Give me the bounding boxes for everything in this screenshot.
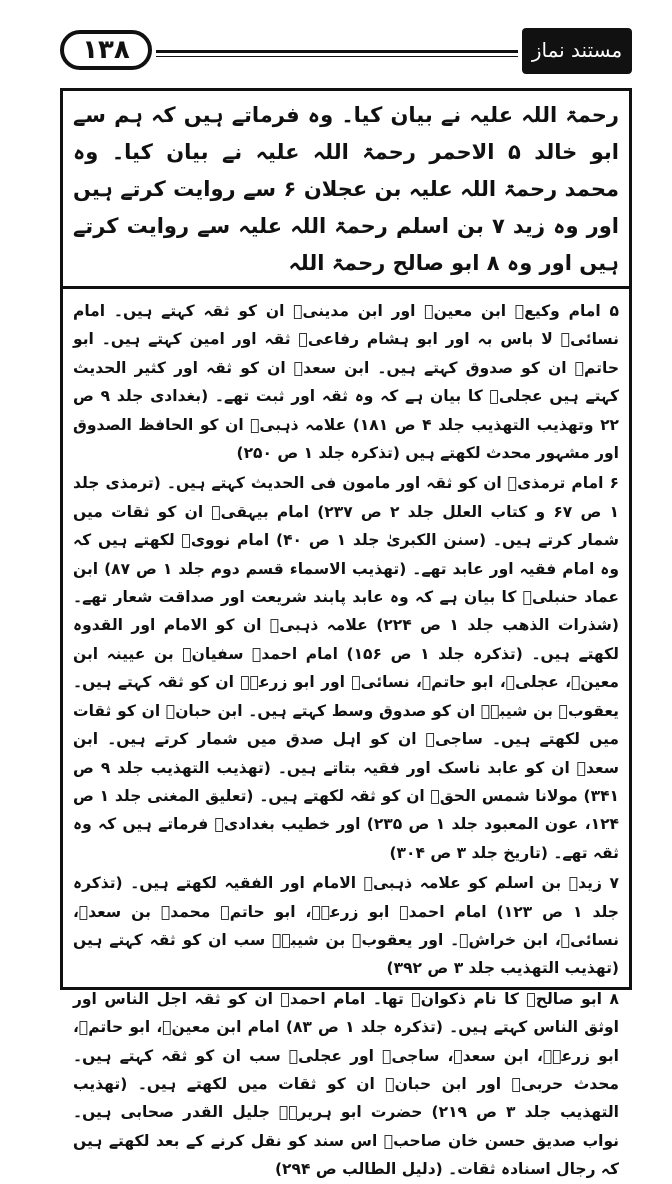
header-rule-thin [156,56,518,57]
footnote-6: ۶ امام ترمذیؒ ان کو ثقہ اور مامون فی الحدیث کہتے ہیں۔ (ترمذی جلد ۱ ص ۶۷ و کتاب العلل جلد ۲ ص ۲۳۷) امام بیہقیؒ ان کو ثقات میں شمار کرتے ہیں۔ (سنن الکبریٰ جلد ۱ ص ۴۰) امام نوویؒ لکھتے ہیں کہ وہ امام فقیہ اور عابد تھے۔ (تھذیب الاسماء قسم دوم جلد ۱ ص ۸۷) ابن عماد حنبلیؒ کا بیان ہے کہ وہ عابد پابند شریعت اور صداقت شعار تھے۔ (شذرات الذھب جلد ۱ ص ۲۲۴) علامہ ذہبیؒ ان کو الامام اور القدوہ لکھتے ہیں۔ (تذکرہ جلد ۱ ص ۱۵۶) امام احمدؒ سفیانؒ بن عیینہ ابن معینؒ، عجلیؒ، ابو حاتمؒ، نسائیؒ اور ابو زرعہؒ ان کو ثقہ کہتے ہیں۔ یعقوبؒ بن شیبہؒ ان کو صدوق وسط کہتے ہیں۔ ابن حبانؒ ان کو ثقات میں لکھتے ہیں۔ ساجیؒ ان کو اہل صدق میں شمار کرتے ہیں۔ ابن سعدؒ ان کو عابد ناسک اور فقیہ بتاتے ہیں۔ (تھذیب التھذیب جلد ۹ ص ۳۴۱) مولانا شمس الحقؒ ان کو ثقہ لکھتے ہیں۔ (تعلیق المغنی جلد ۱ ص ۱۲۴، عون المعبود جلد ۱ ص ۲۳۵) اور خطیب بغدادیؒ فرماتے ہیں کہ وہ ثقہ تھے۔ (تاریخ جلد ۳ ص ۳۰۴) [73,474,620,862]
page-frame [60,88,632,1179]
footnote-8: ۸ ابو صالحؒ کا نام ذکوانؒ تھا۔ امام احمدؒ ان کو ثقہ اجل الناس اور اوثق الناس کہتے ہیں۔ (تذکرہ جلد ۱ ص ۸۳) امام ابن معینؒ، ابو حاتمؒ، ابو زرعہؒ، ابن سعدؒ، ساجیؒ اور عجلیؒ سب ان کو ثقہ کہتے ہیں۔ محدث حربیؒ اور ابن حبانؒ ان کو ثقات میں لکھتے ہیں۔ (تھذیب التھذیب جلد ۳ ص ۲۱۹) حضرت ابو ہریرہؓ جلیل القدر صحابی ہیں۔ نواب صدیق حسن خان صاحبؒ اس سند کو نقل کرنے کے بعد لکھتے ہیں کہ رجال اسنادہ ثقات۔ (دلیل الطالب ص ۲۹۴) [73,989,619,1179]
footnote-separator [63,286,629,289]
header-rule [156,50,518,53]
lead-paragraph: رحمۃ اللہ علیہ نے بیان کیا۔ وہ فرماتے ہیں کہ ہم سے ابو خالد ۵ الاحمر رحمۃ اللہ علیہ نے بیان کیا۔ وہ محمد رحمۃ اللہ علیہ بن عجلان ۶ سے روایت کرتے ہیں اور وہ زید ۷ بن اسلم رحمۃ اللہ علیہ سے روایت کرتے ہیں اور وہ ۸ ابو صالح رحمۃ اللہ [73,103,619,275]
page-number: ۱۳۸ [60,30,152,70]
page-header [60,28,632,106]
footnote-7: ۷ زیدؒ بن اسلم کو علامہ ذہبیؒ الامام اور الفقیہ لکھتے ہیں۔ (تذکرہ جلد ۱ ص ۱۲۳) امام احمدؒ ابو زرعہؒ، ابو حاتمؒ محمدؒ بن سعدؒ، نسائیؒ، ابن خراشؒ۔ اور یعقوبؒ بن شیبہؒ سب ان کو ثقہ کہتے ہیں (تھذیب التھذیب جلد ۳ ص ۳۹۲) [73,874,619,978]
footnote-5: ۵ امام وکیعؒ ابن معینؒ اور ابن مدینیؒ ان کو ثقہ کہتے ہیں۔ امام نسائیؒ لا باس بہ اور ابو ہشام رفاعیؒ ثقہ اور امین کہتے ہیں۔ ابو حاتمؒ ان کو صدوق کہتے ہیں۔ ابن سعدؒ ان کو ثقہ اور کثیر الحدیث کہتے ہیں عجلیؒ کا بیان ہے کہ وہ ثقہ اور ثبت تھے۔ (بغدادی جلد ۹ ص ۲۲ وتھذیب التھذیب جلد ۴ ص ۱۸۱) علامہ ذہبیؒ ان کو الحافظ الصدوق اور مشہور محدث لکھتے ہیں (تذکرہ جلد ۱ ص ۲۵۰) [73,302,620,463]
book-title: مستند نماز حنفی [522,28,632,74]
